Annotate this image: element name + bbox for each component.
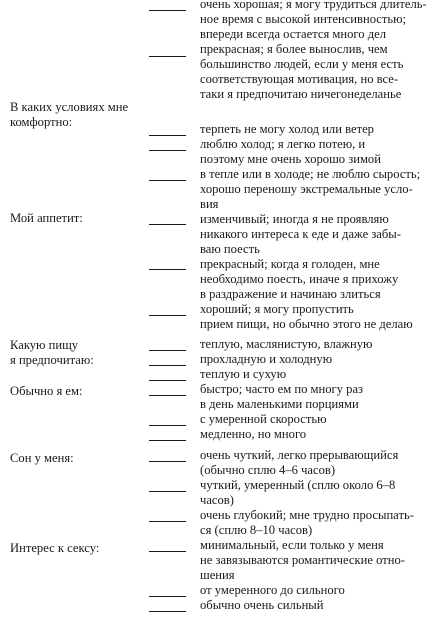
option-text-line: вия <box>200 197 219 211</box>
answer-blank[interactable] <box>149 135 186 136</box>
option-text-line: ся (сплю 8–10 часов) <box>200 523 313 537</box>
answer-blank[interactable] <box>149 180 186 181</box>
answer-blank[interactable] <box>149 491 186 492</box>
option-text-line: хорошо переношу экстремальные усло- <box>200 182 413 196</box>
option-text-line: терпеть не могу холод или ветер <box>200 122 374 136</box>
answer-blank[interactable] <box>149 425 186 426</box>
answer-blank[interactable] <box>149 150 186 151</box>
question-label: Какую пищу я предпочитаю: <box>10 338 94 368</box>
answer-blank[interactable] <box>149 350 186 351</box>
question-label: Мой аппетит: <box>10 211 83 225</box>
option-text-line: теплую, маслянистую, влажную <box>200 337 373 351</box>
option-text-line: обычно очень сильный <box>200 598 324 612</box>
question-label: В каких условиях мне комфортно: <box>10 100 129 130</box>
option-text-line: в день маленькими порциями <box>200 397 359 411</box>
answer-blank[interactable] <box>149 461 186 462</box>
answer-blank[interactable] <box>149 611 186 612</box>
option-text-line: прекрасная; я более вынослив, чем <box>200 42 388 56</box>
option-text-line: необходимо поесть, иначе я прихожу <box>200 272 399 286</box>
option-text-line: чуткий, умеренный (сплю около 6–8 <box>200 478 396 492</box>
option-text-line: большинство людей, если у меня есть <box>200 57 404 71</box>
question-label: Обычно я ем: <box>10 384 83 398</box>
option-text-line: с умеренной скоростью <box>200 412 327 426</box>
option-text-line: (обычно сплю 4–6 часов) <box>200 463 336 477</box>
option-text-line: изменчивый; иногда я не проявляю <box>200 212 389 226</box>
option-text-line: очень чуткий, легко прерывающийся <box>200 448 399 462</box>
answer-blank[interactable] <box>149 269 186 270</box>
answer-blank[interactable] <box>149 380 186 381</box>
option-text-line: минимальный, если только у меня <box>200 538 384 552</box>
question-label: Интерес к сексу: <box>10 541 100 555</box>
option-text-line: люблю холод; я легко потею, и <box>200 137 366 151</box>
option-text-line: прекрасный; когда я голоден, мне <box>200 257 380 271</box>
answer-blank[interactable] <box>149 315 186 316</box>
answer-blank[interactable] <box>149 56 186 57</box>
option-text-line: не завязываются романтические отно- <box>200 553 405 567</box>
option-text-line: от умеренного до сильного <box>200 583 345 597</box>
option-text-line: медленно, но много <box>200 427 307 441</box>
option-text-line: ваю поесть <box>200 242 260 256</box>
option-text-line: прием пищи, но обычно этого не делаю <box>200 317 413 331</box>
answer-blank[interactable] <box>149 395 186 396</box>
option-text-line: впереди всегда остается много дел <box>200 27 386 41</box>
option-text-line: таки я предпочитаю ничегонеделанье <box>200 87 402 101</box>
option-text-line: очень глубокий; мне трудно просыпать- <box>200 508 414 522</box>
option-text-line: в раздражение и начинаю злиться <box>200 287 381 301</box>
answer-blank[interactable] <box>149 440 186 441</box>
answer-blank[interactable] <box>149 596 186 597</box>
option-text-line: теплую и сухую <box>200 367 287 381</box>
option-text-line: хороший; я могу пропустить <box>200 302 354 316</box>
option-text-line: соответствующая мотивация, но все- <box>200 72 399 86</box>
question-label: Сон у меня: <box>10 451 74 465</box>
option-text-line: шения <box>200 568 235 582</box>
answer-blank[interactable] <box>149 10 186 11</box>
answer-blank[interactable] <box>149 551 186 552</box>
answer-blank[interactable] <box>149 224 186 225</box>
option-text-line: часов) <box>200 493 234 507</box>
option-text-line: в тепле или в холоде; не люблю сырость; <box>200 167 421 181</box>
option-text-line: ное время с высокой интенсивностью; <box>200 12 407 26</box>
option-text-line: быстро; часто ем по многу раз <box>200 382 364 396</box>
option-text-line: очень хорошая; я могу трудиться длитель- <box>200 0 427 11</box>
option-text-line: поэтому мне очень хорошо зимой <box>200 152 381 166</box>
answer-blank[interactable] <box>149 521 186 522</box>
option-text-line: никакого интереса к еде и даже забы- <box>200 227 401 241</box>
answer-blank[interactable] <box>149 365 186 366</box>
option-text-line: прохладную и холодную <box>200 352 333 366</box>
